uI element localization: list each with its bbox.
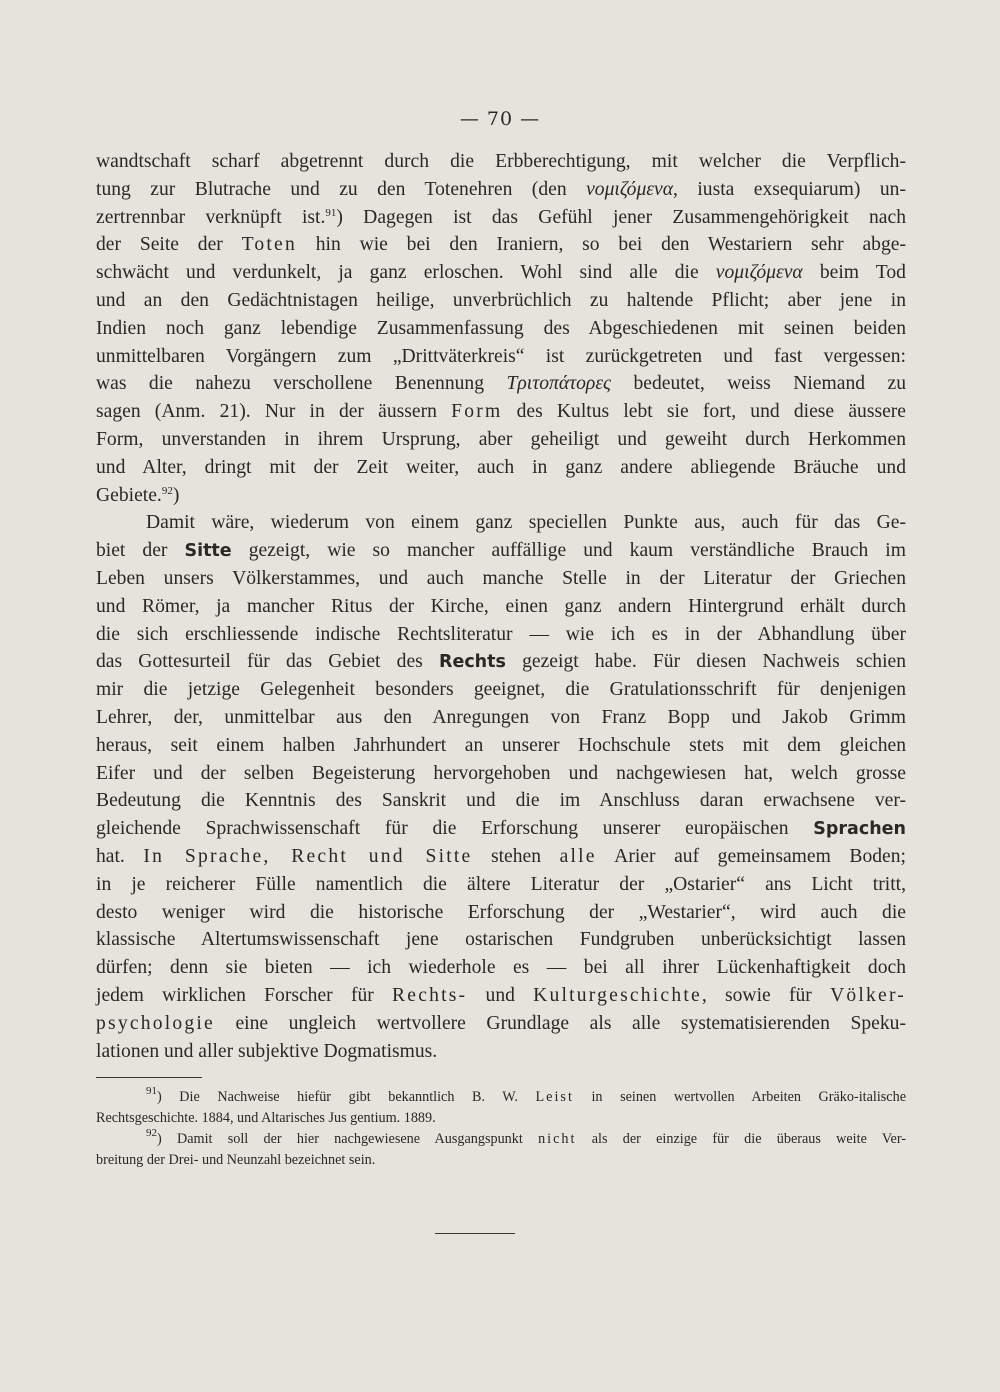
text-run: eine ungleich wertvollere Grundlage als alle systematisierenden Speku- (214, 1012, 906, 1034)
text-run: dürfen; denn sie bieten — ich wiederhole es — bei all ihrer Lückenhaftigkeit doch (96, 957, 906, 979)
text-run: Leben unsers Völkerstammes, und auch manche Stelle in der Literatur der Griechen (96, 567, 906, 589)
text-run: Indien noch ganz lebendige Zusammenfassung des Abgeschiedenen mit seinen beiden (96, 317, 906, 339)
text-run: stehen (472, 845, 560, 867)
text-run: Form, unverstanden in ihrem Ursprung, aber geheiligt und geweiht durch Herkommen (96, 428, 906, 450)
paragraph2-line (96, 676, 906, 704)
text-run: sagen (Anm. 21). Nur in der äussern (96, 401, 452, 423)
text-run: zertrennbar verknüpft ist. (96, 206, 326, 228)
text-run: klassische Altertumswissenschaft jene ostarischen Fundgruben unberücksichtigt lassen (96, 929, 906, 951)
paragraph1-line (96, 231, 906, 259)
paragraph1-line (96, 287, 906, 315)
footnotes-line (96, 1087, 906, 1108)
paragraph1-line (96, 204, 906, 232)
paragraph2-line (96, 537, 906, 565)
text-run: Damit wäre, wiederum von einem ganz speciellen Punkte aus, auch für das Ge- (146, 512, 906, 534)
paragraph2-line (96, 593, 906, 621)
spaced-emphasis: Leist (535, 1089, 574, 1105)
text-run: , sowie für (701, 984, 831, 1006)
text-run: gezeigt, wie so mancher auffällige und kaum verständliche Brauch im (231, 540, 906, 562)
paragraph2-line (96, 509, 906, 537)
text-run: bedeutet, weiss Niemand zu (611, 373, 906, 395)
footnote-ref: 91 (146, 1085, 157, 1097)
paragraph2-line (96, 871, 906, 899)
spaced-emphasis: Form (451, 401, 503, 423)
main-text (96, 148, 906, 1065)
text-run: des Kultus lebt sie fort, und diese äussere (502, 401, 906, 423)
text-run: hat. (96, 845, 144, 867)
footnotes-line (96, 1108, 906, 1129)
paragraph1-line (96, 148, 906, 176)
paragraph-1 (96, 148, 906, 509)
footnote-ref: 91 (325, 206, 337, 219)
text-run: biet der (96, 540, 185, 562)
bold-emphasis: Rechts (438, 652, 506, 673)
paragraph2-line (96, 565, 906, 593)
text-run: und an den Gedächtnistagen heilige, unverbrüchlich zu haltende Pflicht; aber jene in (96, 289, 906, 311)
text-run: unmittelbaren Vorgängern zum „Drittväterkreis“ ist zurückgetreten und fast vergessen: (96, 345, 906, 367)
text-run: und Alter, dringt mit der Zeit weiter, auch in ganz andere abliegende Bräuche und (96, 456, 906, 478)
text-run: gezeigt habe. Für diesen Nachweis schien (505, 651, 907, 673)
paragraph2-line (96, 1010, 906, 1038)
text-run: heraus, seit einem halben Jahrhundert an unserer Hochschule stets mit dem gleichen (96, 734, 906, 756)
text-run: die sich erschliessende indische Rechtsliteratur — wie ich es in der Abhandlung über (96, 623, 906, 645)
paragraph-2 (96, 509, 906, 1065)
spaced-emphasis: Kulturgeschichte (533, 984, 702, 1006)
paragraph2-line (96, 787, 906, 815)
text-run: , iusta exsequiarum) un- (673, 178, 907, 200)
text-run: wandtschaft scharf abgetrennt durch die Erbberechtigung, mit welcher die Verpflich- (96, 151, 906, 172)
text-run: Eifer und der selben Begeisterung hervorgehoben und nachgewiesen hat, welch grosse (96, 762, 906, 784)
text-run: Rechtsgeschichte. 1884, und Altarisches Jus gentium. 1889. (96, 1110, 436, 1126)
paragraph2-line (96, 621, 906, 649)
paragraph1-line (96, 482, 906, 510)
spaced-emphasis: alle (559, 845, 597, 867)
text-run: und (467, 984, 534, 1006)
footnote-separator (96, 1077, 202, 1078)
spaced-emphasis: Rechts- (392, 984, 468, 1006)
bold-emphasis: Sitte (184, 541, 232, 562)
paragraph2-line (96, 760, 906, 788)
spaced-emphasis: In Sprache, Recht und Sitte (143, 845, 473, 867)
text-run: ) Damit soll der hier nachgewiesene Ausgangspunkt (157, 1131, 539, 1147)
paragraph1-line (96, 315, 906, 343)
text-run: tung zur Blutrache und zu den Totenehren (den (96, 178, 587, 200)
text-run: Arier auf gemeinsamem Boden; (596, 845, 906, 867)
text-run: der Seite der (96, 234, 242, 256)
text-run: ) (172, 484, 180, 506)
text-run: als der einzige für die überaus weite Ver- (576, 1131, 907, 1147)
paragraph2-line (96, 732, 906, 760)
paragraph1-line (96, 176, 906, 204)
text-run: mir die jetzige Gelegenheit besonders geeignet, die Gratulationsschrift für denjenigen (96, 679, 906, 701)
paragraph2-line (96, 843, 906, 871)
text-run: Gebiete. (96, 484, 162, 506)
paragraph2-line (96, 899, 906, 927)
spaced-emphasis: nicht (538, 1131, 577, 1147)
paragraph1-line (96, 454, 906, 482)
footnote-ref: 92 (161, 484, 173, 497)
text-run: Bedeutung die Kenntnis des Sanskrit und die im Anschluss daran erwachsene ver- (96, 790, 906, 812)
text-run: in je reicherer Fülle namentlich die ältere Literatur der „Ostarier“ ans Licht tritt, (96, 873, 906, 895)
spaced-emphasis: Völker- (830, 984, 907, 1006)
text-run: breitung der Drei- und Neunzahl bezeichnet sein. (96, 1152, 376, 1168)
footnotes (96, 1087, 906, 1171)
text-run: in seinen wertvollen Arbeiten Gräko-italische (573, 1089, 906, 1105)
text-run: ) Die Nachweise hiefür gibt bekanntlich B. W. (157, 1089, 536, 1105)
paragraph2-line (96, 982, 906, 1010)
paragraph2-line (96, 926, 906, 954)
spaced-emphasis: psychologie (96, 1012, 215, 1034)
paragraph1-line (96, 259, 906, 287)
spaced-emphasis: Toten (241, 234, 297, 256)
greek-term: Τριτοπάτορες (506, 373, 612, 395)
text-run: ) Dagegen ist das Gefühl jener Zusammengehörigkeit nach (336, 206, 906, 228)
text-run: und Römer, ja mancher Ritus der Kirche, einen ganz andern Hintergrund erhält durch (96, 595, 906, 617)
greek-term: νομιζόμενα (586, 178, 673, 200)
text-run: was die nahezu verschollene Benennung (96, 373, 507, 395)
paragraph1-line (96, 370, 906, 398)
paragraph2-line (96, 1038, 906, 1066)
paragraph1-line (96, 426, 906, 454)
paragraph2-line (96, 648, 906, 676)
paragraph1-line (96, 398, 906, 426)
text-run: lationen und aller subjektive Dogmatismus. (96, 1040, 438, 1062)
page-number: — 70 — (459, 108, 541, 130)
paragraph2-line (96, 815, 906, 843)
paragraph2-line (96, 954, 906, 982)
text-run: jedem wirklichen Forscher für (96, 984, 393, 1006)
text-run: gleichende Sprachwissenschaft für die Erforschung unserer europäischen (96, 818, 814, 840)
end-rule (435, 1233, 515, 1234)
paragraph1-line (96, 343, 906, 371)
footnotes-line (96, 1150, 906, 1171)
footnote-ref: 92 (146, 1127, 157, 1139)
footnotes-line (96, 1129, 906, 1150)
text-run: beim Tod (802, 262, 906, 284)
text-run: hin wie bei den Iraniern, so bei den Westariern sehr abge- (296, 234, 906, 256)
text-run: das Gottesurteil für das Gebiet des (96, 651, 439, 673)
text-run: desto weniger wird die historische Erforschung der „Westarier“, wird auch die (96, 901, 906, 923)
bold-emphasis: Sprachen (813, 819, 906, 840)
text-run: Lehrer, der, unmittelbar aus den Anregungen von Franz Bopp und Jakob Grimm (96, 706, 906, 728)
text-run: schwächt und verdunkelt, ja ganz erloschen. Wohl sind alle die (96, 262, 716, 284)
paragraph2-line (96, 704, 906, 732)
greek-term: νομιζόμενα (715, 262, 803, 284)
